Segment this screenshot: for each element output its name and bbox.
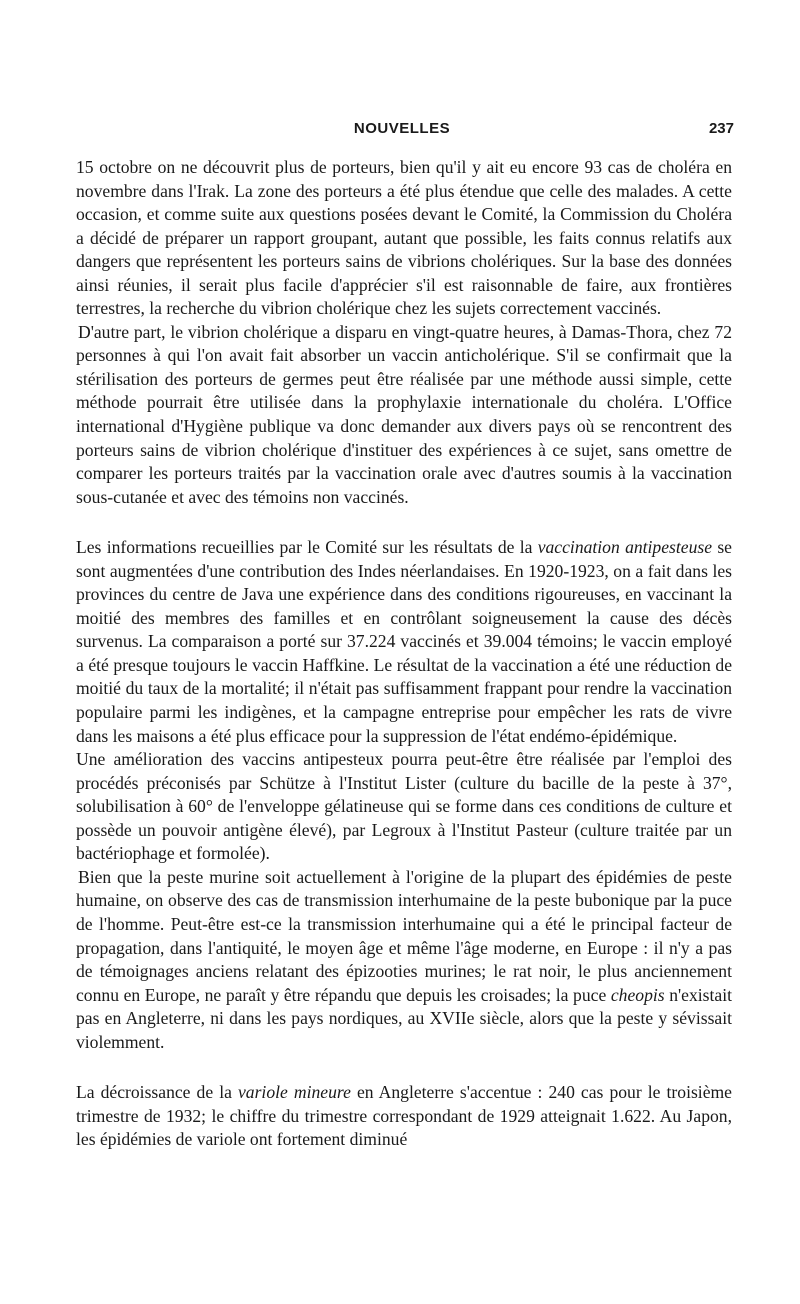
section-spacer [76, 1054, 732, 1081]
page-header [70, 120, 734, 142]
text-run: Bien que la peste murine soit actuellement à l'origine de la plupart des épidémies de peste humaine, on observe des cas de transmission interhumaine de la peste bubonique par la puce de l'homme. Peut-être est-ce la transmission interhumaine qui a été le principal facteur de propagation, dans l'antiquité, le moyen âge et même l'âge moderne, en Europe : il n'y a pas de témoignages anciens relatant des épizooties murines; le rat noir, le plus anciennement connu en Europe, ne paraît y être répandu que depuis les croisades; la puce [76, 866, 732, 1005]
italic-term: cheopis [610, 984, 665, 1005]
paragraph-plague-vaccine-improvement: Une amélioration des vaccins antipesteux pourra peut-être être réalisée par l'emploi des procédés préconisés par Schütze à l'Institut Lister (culture du bacille de la peste à 37°, solubilisation à 60° de l'enveloppe gélatineuse qui se forme dans ces conditions de culture et possède un pouvoir antigène élevé), par Legroux à l'Institut Pasteur (culture traitée par un bactériophage et formolée). [76, 749, 732, 864]
paragraph-cholera-carriers: 15 octobre on ne découvrit plus de porteurs, bien qu'il y ait eu encore 93 cas de choléra en novembre dans l'Irak. La zone des porteurs a été plus étendue que celle des malades. A cette occasion, et comme suite aux questions posées devant le Comité, la Commission du Choléra a décidé de préparer un rapport groupant, autant que possible, les faits connus relatifs aux dangers que représentent les porteurs sains de vibrions cholériques. Sur la base des données ainsi réunies, il serait plus facile d'apprécier s'il est raisonnable de faire, aux frontières terrestres, la recherche du vibrion cholérique chez les sujets correctement vaccinés. [76, 157, 732, 319]
paragraph-smallpox [76, 1081, 732, 1152]
page-number: 237 [708, 120, 734, 137]
text-run: Les informations recueillies par le Comité sur les résultats de la [76, 537, 538, 558]
body-text [76, 156, 732, 1152]
paragraph-plague-transmission [76, 866, 732, 1054]
italic-term: variole mineure [237, 1082, 351, 1103]
paragraph-plague-vaccination [76, 536, 732, 748]
text-run: en Angleterre s'accentue : 240 cas pour le troisième trimestre de 1932; le chiffre du trimestre correspondant de 1929 atteignait 1.622. Au Japon, les épidémies de variole ont fortement diminué [76, 1082, 732, 1150]
text-run: se sont augmentées d'une contribution des Indes néerlandaises. En 1920-1923, on a fait dans les provinces du centre de Java une expérience dans des conditions rigoureuses, en vaccinant la moitié des membres des familles et en contrôlant soigneusement la cause des décès survenus. La comparaison a porté sur 37.224 vaccinés et 39.004 témoins; le vaccin employé a été presque toujours le vaccin Haffkine. Le résultat de la vaccination a été une réduction de moitié du taux de la mortalité; il n'était pas suffisamment frappant pour rendre la vaccination populaire parmi les indigènes, et la campagne entreprise pour empêcher les rats de vivre dans les maisons a été plus efficace pour la suppression de l'état endémo-épidémique. [76, 537, 732, 746]
text-run: La décroissance de la [76, 1082, 238, 1103]
text-run: n'existait pas en Angleterre, ni dans les pays nordiques, au XVIIe siècle, alors que la peste y sévissait violemment. [76, 984, 732, 1052]
paragraph-cholera-vaccine: D'autre part, le vibrion cholérique a disparu en vingt-quatre heures, à Damas-Thora, chez 72 personnes à qui l'on avait fait absorber un vaccin anticholérique. S'il se confirmait que la stérilisation des porteurs de germes peut être réalisée par une méthode aussi simple, cette méthode pourrait être utilisée dans la prophylaxie internationale du choléra. L'Office international d'Hygiène publique va donc demander aux divers pays où se rencontrent des porteurs sains de vibrion cholérique d'instituer des expériences à ce sujet, sans omettre de comparer les porteurs traités par la vaccination orale avec d'autres soumis à la vaccination sous-cutanée et avec des témoins non vaccinés. [76, 321, 732, 507]
italic-term: vaccination antipesteuse [537, 537, 713, 558]
running-title: NOUVELLES [353, 120, 451, 137]
section-spacer [76, 509, 732, 536]
